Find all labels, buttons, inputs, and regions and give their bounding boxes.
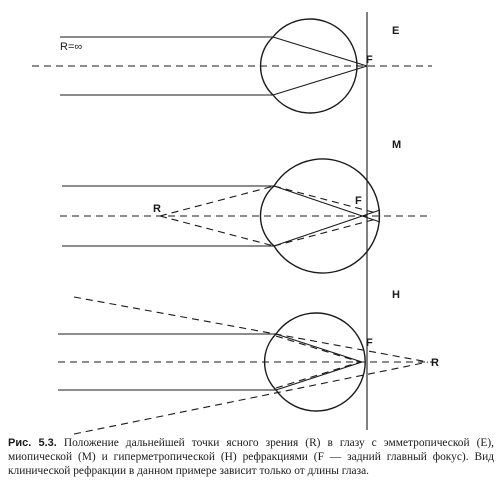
far-point-label-h: R [431, 357, 439, 369]
focus-label-e: F [366, 54, 373, 66]
panel-label-h: H [392, 289, 400, 301]
image-ray-h-bottom [276, 362, 360, 388]
image-ray-m-bottom [274, 218, 380, 246]
refracted-ray-m-bottom [274, 210, 380, 246]
caption-label: Рис. 5.3. [8, 437, 57, 449]
refracted-ray-e-top [273, 37, 367, 66]
panel-label-e: E [392, 25, 400, 37]
refracted-ray-h-bottom [276, 362, 362, 390]
far-point-label-e: R=∞ [60, 41, 83, 53]
far-point-label-m: R [153, 203, 161, 215]
divergent-ray-m-top [160, 186, 274, 216]
refracted-ray-m-top [274, 186, 380, 222]
focus-label-h: F [366, 337, 373, 349]
focus-label-m: F [355, 195, 362, 207]
divergent-ray-m-bottom [160, 216, 274, 246]
refracted-ray-e-bottom [273, 66, 367, 95]
caption-text: Положение дальнейшей точки ясного зрения (R) в глазу с эмметропической (E), миопической (M) и гиперметропической (H) рефракциями (F — задний главный фокус). Вид клинической рефракции в данном примере зависит только от длины глаза. [8, 437, 494, 477]
panel-myopia [60, 139, 432, 273]
panel-hyperopia [58, 289, 439, 434]
converging-ray-h-top [74, 297, 428, 362]
image-ray-m-top [274, 186, 380, 214]
panel-emmetropia [32, 19, 432, 113]
figure-caption [8, 436, 494, 478]
image-ray-h-top [276, 336, 360, 362]
converging-ray-h-bottom [74, 362, 428, 434]
panel-label-m: M [392, 139, 402, 151]
